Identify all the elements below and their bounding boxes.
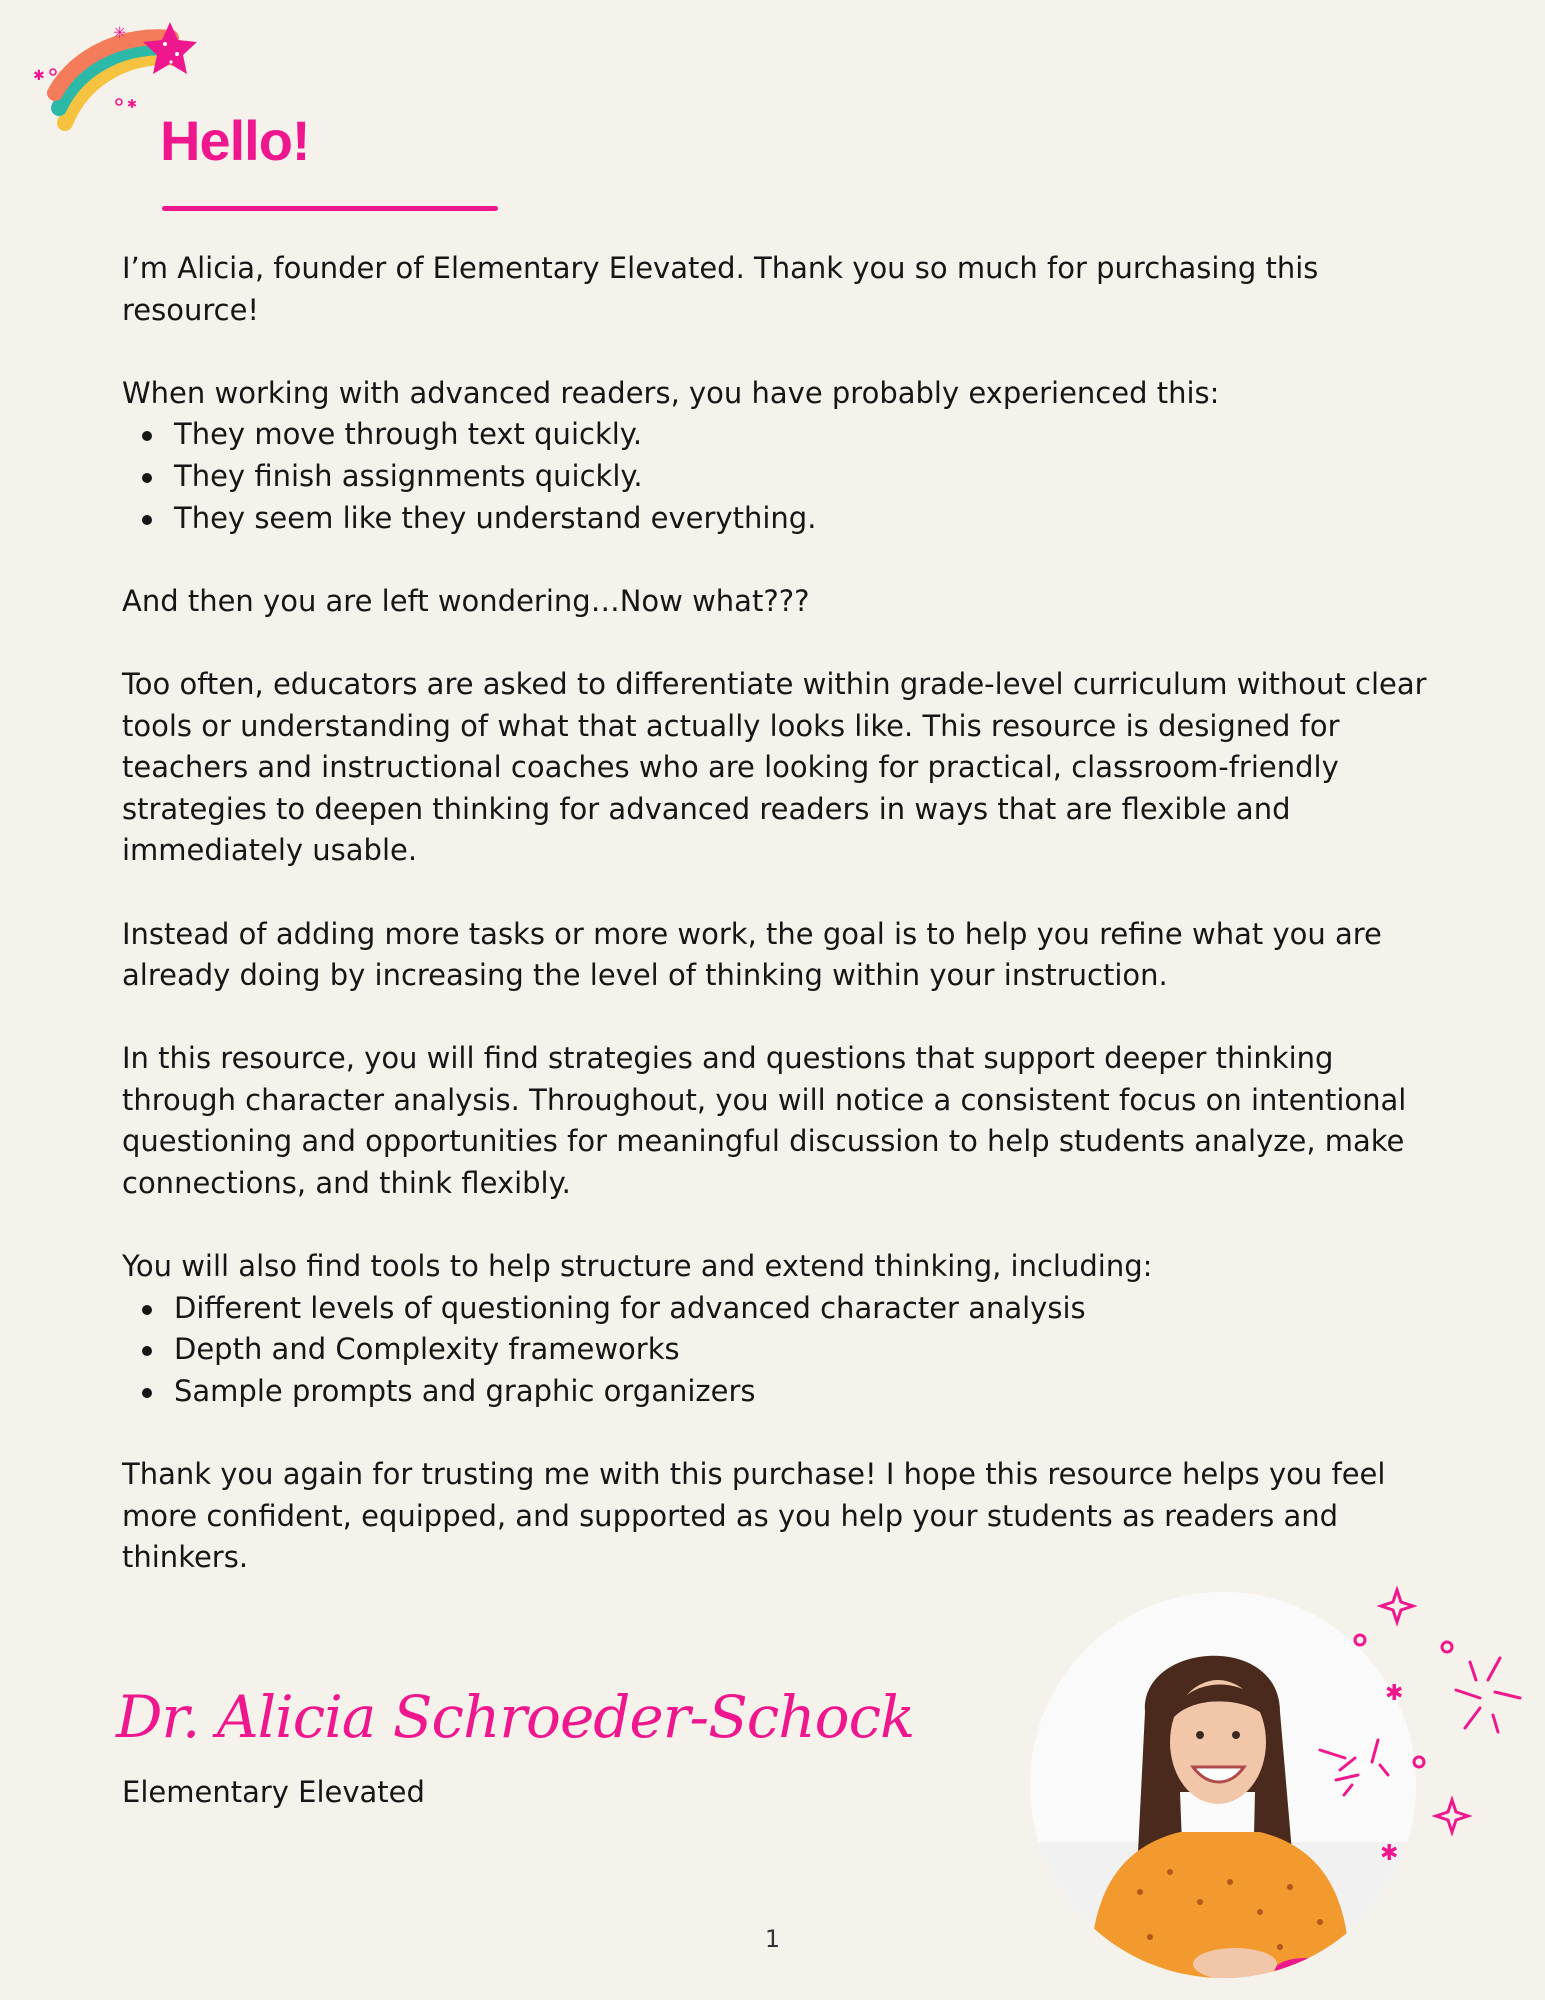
tools-lead: You will also find tools to help structure and extend thinking, including: — [122, 1249, 1153, 1284]
resource-paragraph: In this resource, you will find strategies and questions that support deeper thinking through character analysis. Throughout, you will notice a consistent focus on intentional questioning and opportunities for meaningful discussion to help students analyze, make connections, and think flexibly. — [122, 1041, 1407, 1201]
list-item: Different levels of questioning for advanced character analysis — [122, 1288, 1432, 1330]
experience-lead: When working with advanced readers, you have probably experienced this: — [122, 375, 1220, 410]
wondering-paragraph: And then you are left wondering…Now what??? — [122, 583, 810, 618]
svg-text:✳: ✳ — [113, 23, 127, 42]
list-item: They move through text quickly. — [122, 414, 1432, 456]
closing-paragraph: Thank you again for trusting me with this purchase! I hope this resource helps you feel more confident, equipped, and supported as you help your students as readers and thinkers. — [122, 1457, 1386, 1575]
page-title: Hello! — [160, 109, 310, 172]
list-item: They seem like they understand everything. — [122, 498, 1432, 540]
svg-text:✱: ✱ — [1380, 1841, 1399, 1866]
svg-text:✱: ✱ — [33, 68, 45, 84]
differentiate-paragraph: Too often, educators are asked to differentiate within grade-level curriculum without clear tools or understanding of what that actually looks like. This resource is designed for teachers and instructional coaches who are looking for practical, classroom-friendly strategies to deepen thinking for advanced readers in ways that are flexible and immediately usable. — [122, 666, 1427, 868]
svg-text:✱: ✱ — [1385, 1681, 1404, 1706]
list-item: They finish assignments quickly. — [122, 456, 1432, 498]
goal-paragraph: Instead of adding more tasks or more work, the goal is to help you refine what you are already doing by increasing the level of thinking within your instruction. — [122, 916, 1382, 993]
letter-body — [122, 248, 1432, 1579]
sparkles-icon — [1280, 1580, 1530, 1880]
list-item: Sample prompts and graphic organizers — [122, 1371, 1432, 1413]
svg-text:✱: ✱ — [127, 97, 138, 111]
title-underline — [162, 206, 498, 211]
list-item: Depth and Complexity frameworks — [122, 1329, 1432, 1371]
signature: Dr. Alicia Schroeder-Schock — [116, 1683, 915, 1751]
page-number: 1 — [764, 1925, 781, 1953]
tools-list — [122, 1288, 1432, 1413]
intro-paragraph: I’m Alicia, founder of Elementary Elevated. Thank you so much for purchasing this resource! — [122, 251, 1319, 327]
organization-name: Elementary Elevated — [122, 1775, 425, 1809]
experience-list — [122, 414, 1432, 539]
